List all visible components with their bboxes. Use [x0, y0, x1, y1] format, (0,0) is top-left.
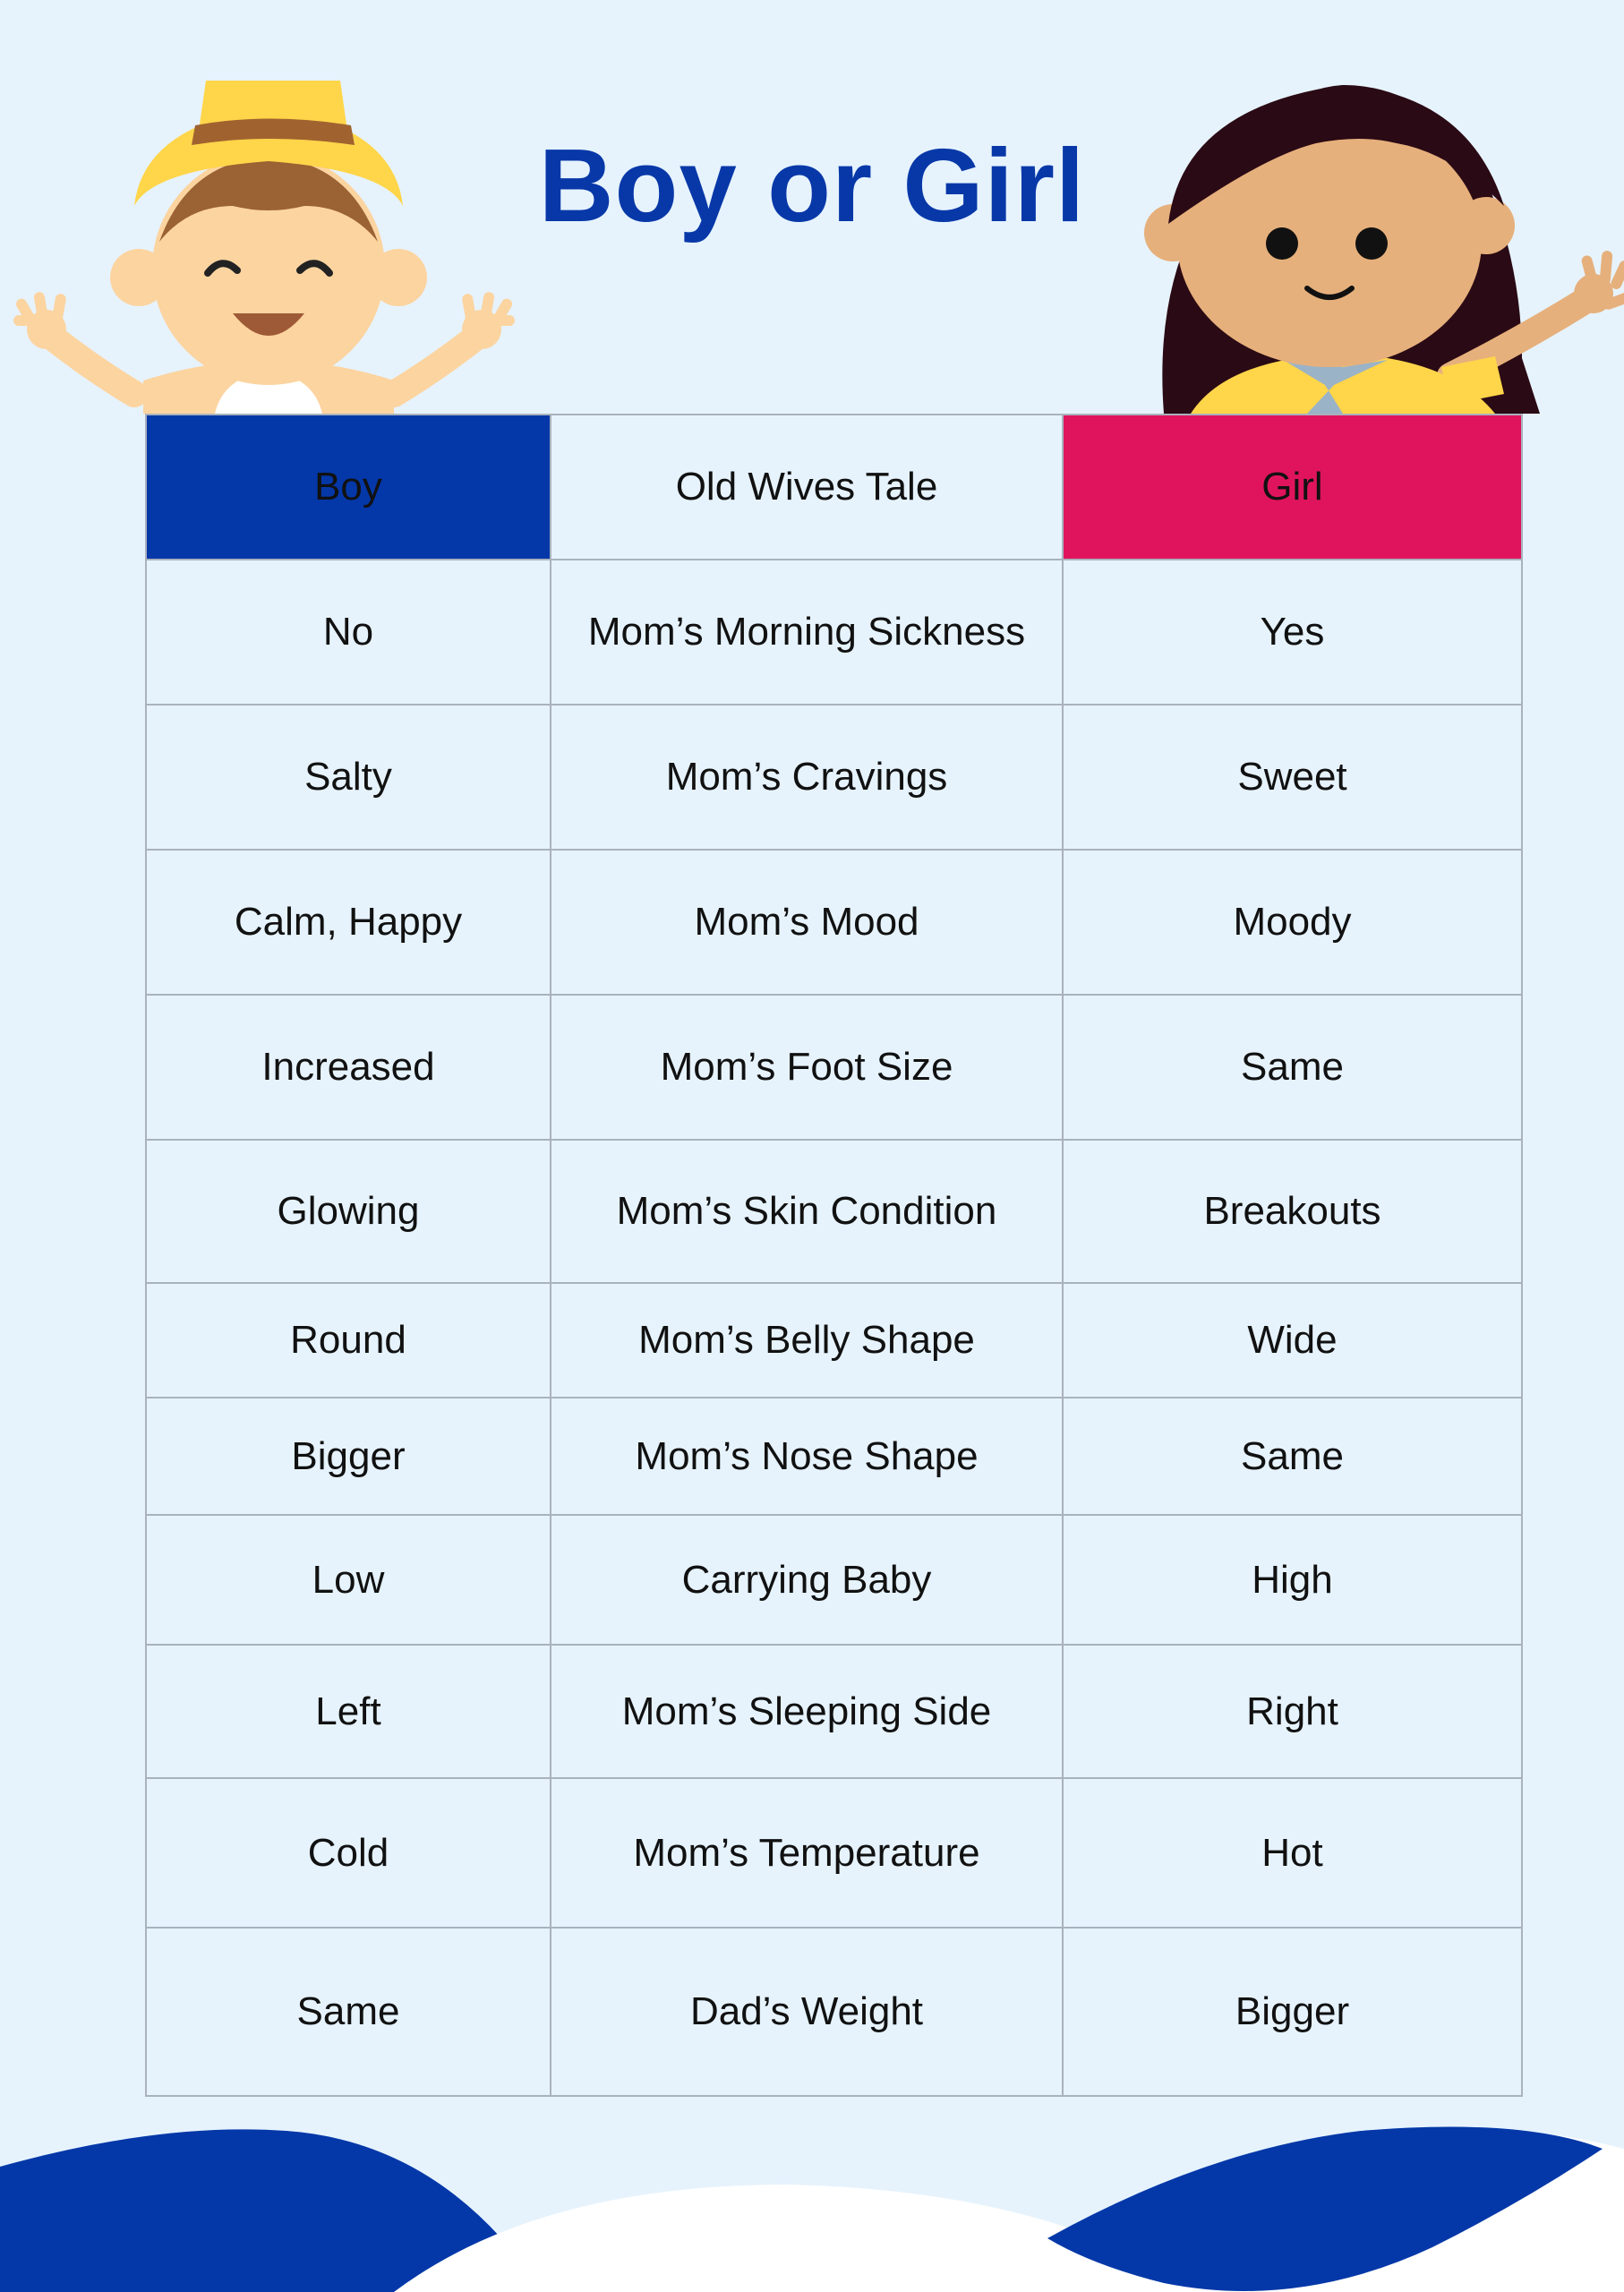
tale-column-header: Old Wives Tale	[551, 415, 1063, 560]
tale-cell: Mom’s Skin Condition	[551, 1140, 1063, 1283]
table-row	[146, 995, 1522, 1140]
table-row	[146, 1140, 1522, 1283]
boy-cell: Bigger	[146, 1398, 551, 1515]
boy-cell: Cold	[146, 1778, 551, 1928]
boy-cell: Glowing	[146, 1140, 551, 1283]
boy-cell: Round	[146, 1283, 551, 1398]
girl-cell: Same	[1063, 1398, 1522, 1515]
tale-cell: Mom’s Sleeping Side	[551, 1645, 1063, 1778]
table-row	[146, 1928, 1522, 2096]
tale-cell: Mom’s Mood	[551, 850, 1063, 995]
girl-cell: Wide	[1063, 1283, 1522, 1398]
boy-cell: Low	[146, 1515, 551, 1645]
table-row	[146, 705, 1522, 850]
girl-cell: Same	[1063, 995, 1522, 1140]
boy-cell: Left	[146, 1645, 551, 1778]
tale-cell: Dad’s Weight	[551, 1928, 1063, 2096]
table-row	[146, 1778, 1522, 1928]
table-header-row	[146, 415, 1522, 560]
girl-column-header: Girl	[1063, 415, 1522, 560]
girl-cell: Moody	[1063, 850, 1522, 995]
girl-cell: Hot	[1063, 1778, 1522, 1928]
boy-cell: Increased	[146, 995, 551, 1140]
tale-cell: Mom’s Temperature	[551, 1778, 1063, 1928]
table-row	[146, 1515, 1522, 1645]
tale-cell: Carrying Baby	[551, 1515, 1063, 1645]
boy-cell: No	[146, 560, 551, 705]
tale-cell: Mom’s Nose Shape	[551, 1398, 1063, 1515]
table-row	[146, 1283, 1522, 1398]
girl-cell: Breakouts	[1063, 1140, 1522, 1283]
girl-cell: Sweet	[1063, 705, 1522, 850]
old-wives-tale-table	[145, 414, 1523, 2097]
boy-cell: Calm, Happy	[146, 850, 551, 995]
table-row	[146, 850, 1522, 995]
tale-cell: Mom’s Belly Shape	[551, 1283, 1063, 1398]
tale-cell: Mom’s Foot Size	[551, 995, 1063, 1140]
girl-cell: Yes	[1063, 560, 1522, 705]
bottom-wave-decoration	[0, 2095, 1624, 2292]
boy-column-header: Boy	[146, 415, 551, 560]
girl-cell: High	[1063, 1515, 1522, 1645]
boy-cell: Same	[146, 1928, 551, 2096]
tale-cell: Mom’s Cravings	[551, 705, 1063, 850]
table-row	[146, 1398, 1522, 1515]
table-row	[146, 1645, 1522, 1778]
tale-cell: Mom’s Morning Sickness	[551, 560, 1063, 705]
table-row	[146, 560, 1522, 705]
girl-cell: Bigger	[1063, 1928, 1522, 2096]
girl-cell: Right	[1063, 1645, 1522, 1778]
page-title: Boy or Girl	[538, 127, 1086, 244]
boy-cell: Salty	[146, 705, 551, 850]
